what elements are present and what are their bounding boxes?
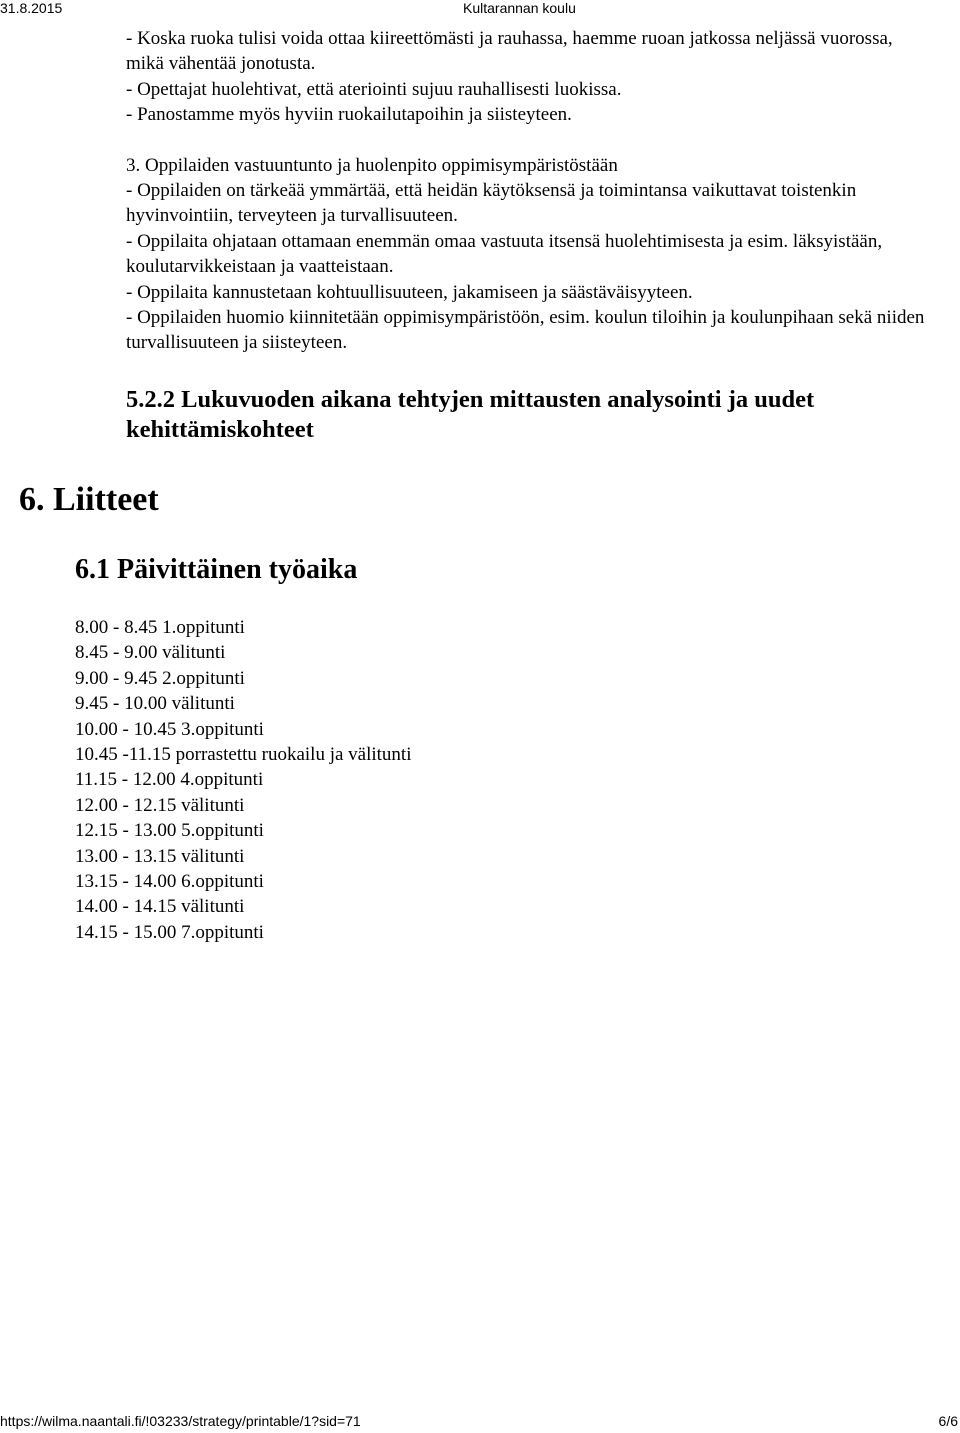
intro-line: - Koska ruoka tulisi voida ottaa kiireettömästi ja rauhassa, haemme ruoan jatkossa neljässä vuorossa, mikä vähentää jonotusta.	[126, 28, 893, 75]
heading-6-attachments: 6. Liitteet	[19, 481, 159, 518]
schedule-item: 10.45 -11.15 porrastettu ruokailu ja välitunti	[75, 744, 412, 766]
schedule-item: 12.00 - 12.15 välitunti	[75, 794, 245, 816]
print-page-title: Kultarannan koulu	[463, 0, 576, 16]
daily-schedule-list	[75, 615, 675, 945]
page-number: 6/6	[938, 1413, 958, 1429]
heading-6-1-daily-schedule: 6.1 Päivittäinen työaika	[75, 554, 358, 585]
section-3-line: - Oppilaiden on tärkeää ymmärtää, että heidän käytöksensä ja toimintansa vaikuttavat toistenkin hyvinvointiin, terveyteen ja turvallisuuteen.	[126, 180, 857, 227]
section-3-line: - Oppilaita ohjataan ottamaan enemmän omaa vastuuta itsensä huolehtimisesta ja esim. läksyistään, koulutarvikkeistaan ja vaatteistaan.	[126, 230, 883, 278]
schedule-item: 8.45 - 9.00 välitunti	[75, 642, 226, 664]
schedule-item: 14.15 - 15.00 7.oppitunti	[75, 921, 264, 943]
print-date: 31.8.2015	[0, 0, 63, 16]
schedule-item: 13.15 - 14.00 6.oppitunti	[75, 871, 264, 893]
schedule-item: 10.00 - 10.45 3.oppitunti	[75, 718, 264, 740]
print-source-url: https://wilma.naantali.fi/!03233/strategy/printable/1?sid=71	[0, 1413, 361, 1429]
section-3-paragraph	[126, 153, 926, 356]
schedule-item: 8.00 - 8.45 1.oppitunti	[75, 617, 245, 638]
schedule-item: 13.00 - 13.15 välitunti	[75, 845, 245, 867]
section-3-line: - Oppilaita kannustetaan kohtuullisuuteen, jakamiseen ja säästäväisyyteen.	[126, 281, 693, 303]
section-3-line: - Oppilaiden huomio kiinnitetään oppimisympäristöön, esim. koulun tiloihin ja koulunpihaan sekä niiden turvallisuuteen ja siisteyteen.	[126, 307, 925, 354]
section-3-title: 3. Oppilaiden vastuuntunto ja huolenpito oppimisympäristöstään	[126, 154, 618, 176]
schedule-item: 14.00 - 14.15 välitunti	[75, 896, 245, 918]
intro-line: - Panostamme myös hyviin ruokailutapoihin ja siisteyteen.	[126, 104, 572, 126]
schedule-item: 12.15 - 13.00 5.oppitunti	[75, 820, 264, 842]
schedule-item: 11.15 - 12.00 4.oppitunti	[75, 769, 264, 791]
schedule-item: 9.45 - 10.00 välitunti	[75, 693, 235, 715]
heading-5-2-2: 5.2.2 Lukuvuoden aikana tehtyjen mittausten analysointi ja uudet kehittämiskohteet	[126, 386, 815, 443]
document-body	[126, 26, 926, 356]
intro-line: - Opettajat huolehtivat, että ateriointi sujuu rauhallisesti luokissa.	[126, 78, 622, 100]
intro-paragraph	[126, 26, 926, 128]
schedule-item: 9.00 - 9.45 2.oppitunti	[75, 667, 245, 689]
